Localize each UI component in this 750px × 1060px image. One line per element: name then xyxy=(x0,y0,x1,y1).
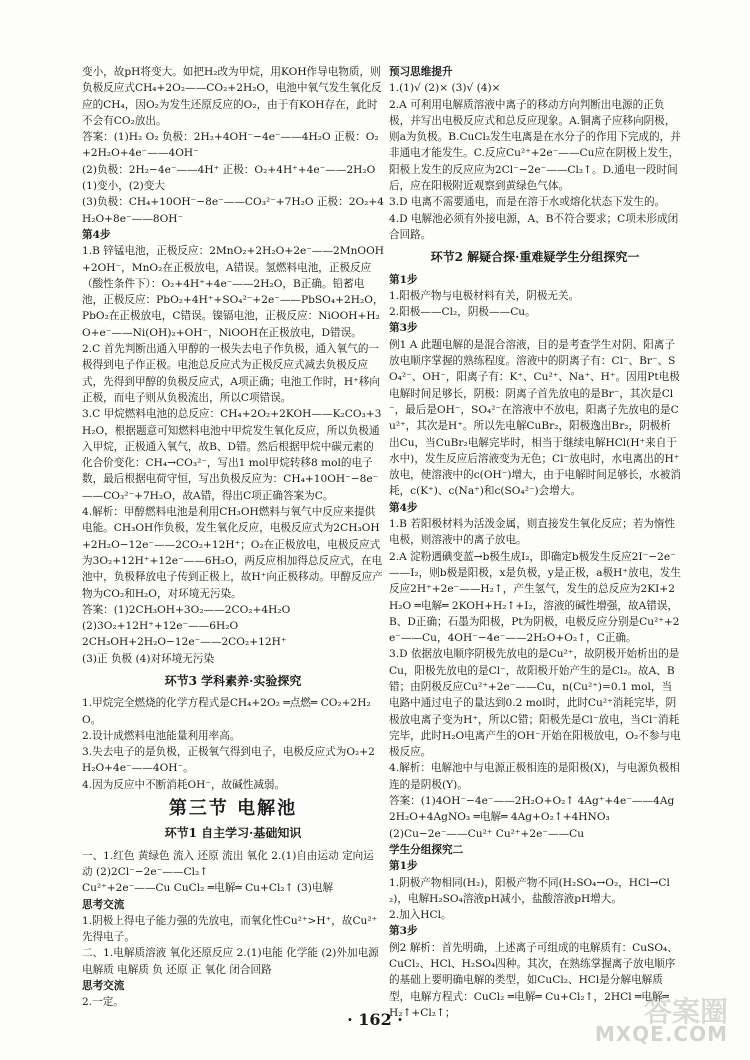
text-paragraph: 2.一定。 xyxy=(82,996,124,1009)
right-column xyxy=(389,64,681,1021)
text-paragraph: 例1 A 此题电解的是混合溶液，目的是考查学生对阴、阳离子放电顺序掌握的熟练程度。溶液中的阴离子有：Cl⁻、Br⁻、SO₄²⁻、OH⁻，阳离子有：K⁺、Cu²⁺、Na⁺、H⁺。因用Pt电极电解时间足够长，阴极：阴离子首先放电的是Br⁻，其次是Cl⁻，最后是OH⁻，SO₄²⁻在溶液中不放电，阳离子先放电的是Cu²⁺，其次是H⁺。所以先电解CuBr₂，阳极逸出Br₂，阴极析出Cu，当CuBr₂电解完毕时，相当于继续电解HCl(H⁺来自于水中)，发生反应后溶液变为无色；Cl⁻放电时，水电离出的H⁺放电，使溶液中的c(OH⁻)增大，由于电解时间足够长，水被消耗，c(K⁺)、c(Na⁺)和c(SO₄²⁻)会增大。 xyxy=(389,338,681,498)
text-paragraph: 答案：(1)2CH₃OH+3O₂——2CO₂+4H₂O xyxy=(82,603,291,616)
watermark-text: MXQE.COM xyxy=(594,1022,728,1046)
section-heading: 环节2 解疑合探·重难疑学生分组探究一 xyxy=(430,250,640,265)
text-paragraph: 预习思维提升 xyxy=(389,66,453,78)
text-paragraph: (2)Cu−2e⁻——Cu²⁺ Cu²⁺+2e⁻——Cu xyxy=(389,827,585,840)
text-paragraph: 3.D 电离不需要通电，而是在溶于水或熔化状态下发生的。 xyxy=(389,196,666,209)
text-paragraph: 第1步 xyxy=(389,860,418,873)
text-paragraph: 4.D 电解池必须有外接电源，A、B不符合要求；C项未形成闭合回路。 xyxy=(389,212,679,241)
text-paragraph: 1.(1)√ (2)× (3)√ (4)× xyxy=(389,82,501,95)
text-paragraph: 2.A 可利用电解质溶液中离子的移动方向判断出电源的正负极，并写出电极反应式和总反应现象。A.铜离子应移向阴极，则a为负极。B.CuCl₂发生电离是在水分子的作用下完成的，并非通电才能发生。C.反应Cu²⁺+2e⁻——Cu应在阴极上发生，阳极上发生的反应应为2Cl⁻−2e⁻——Cl₂↑。D.通电一段时间后，应在阳极附近观察到黄绿色气体。 xyxy=(389,98,681,193)
text-paragraph: (2)3O₂+12H⁺+12e⁻——6H₂O xyxy=(82,620,239,633)
text-paragraph: (2)负极：2H₂−4e⁻——4H⁺ 正极：O₂+4H⁺+4e⁻——2H₂O (1)变小，(2)变大 xyxy=(82,163,376,193)
text-paragraph: 2.阳极——Cl₂，阴极——Cu。 xyxy=(389,306,536,319)
text-paragraph: 第4步 xyxy=(389,501,418,514)
text-paragraph: 1.B 若阳极材料为活泼金属，则直接发生氧化反应；若为惰性电极，则溶液中的离子放电。 xyxy=(389,518,676,547)
text-paragraph: 4.解析：甲醇燃料电池是利用CH₃OH燃料与氧气中反应来提供电能。CH₃OH作负极，发生氧化反应，电极反应式为2CH₃OH+2H₂O−12e⁻——2CO₂+12H⁺；O₂在正极放电，电极反应式为3O₂+12H⁺+12e⁻——6H₂O，两反应相加得总反应式，在电池中，负极释放电子传到正极上，故H⁺向正极移动。甲醇反应产物为CO₂和H₂O，对环境无污染。 xyxy=(82,506,383,600)
text-paragraph: Cu²⁺+2e⁻——Cu CuCl₂ ═电解═ Cu+Cl₂↑ (3)电解 xyxy=(82,882,334,895)
text-paragraph: 例2 解析：首先明确，上述离子可组成的电解质有：CuSO₄、CuCl₂、HCl、H₂SO₄四种。其次，在熟练掌握离子放电顺序的基础上要明确电解的类型，如CuCl₂、HCl是分解电解质型，电解方程式：CuCl₂ ═电解═ Cu+Cl₂↑，2HCl ═电解═ H₂↑+Cl₂↑； xyxy=(389,941,678,1019)
text-paragraph: 1.阴极上得电子能力强的先放电，而氧化性Cu²⁺>H⁺，故Cu²⁺先得电子。 xyxy=(82,914,378,944)
text-paragraph: 2.设计成燃料电池能量利用率高。 xyxy=(82,729,241,742)
section-heading: 思考交流 xyxy=(82,980,125,993)
text-paragraph: 1.B 锌锰电池，正极反应：2MnO₂+2H₂O+2e⁻——2MnOOH+2OH⁻，MnO₂在正极放电，A错误。氢燃料电池，正极反应（酸性条件下）：O₂+4H⁺+4e⁻——2H₂O，B正确。铅蓄电池，正极反应：PbO₂+4H⁺+SO₄²⁻+2e⁻——PbSO₄+2H₂O，PbO₂在正极放电，C错误。镍镉电池，正极反应：NiOOH+H₂O+e⁻——Ni(OH)₂+OH⁻，NiOOH在正极放电，D错误。 xyxy=(82,245,385,339)
text-paragraph: 答案：(1)4OH⁻−4e⁻——2H₂O+O₂↑ 4Ag⁺+4e⁻——4Ag 2H₂O+4AgNO₃ ═电解═ 4Ag+O₂↑+4HNO₃ xyxy=(389,795,675,824)
page-number: · 162 · xyxy=(347,1010,403,1029)
text-paragraph: (3)负极：CH₄+10OH⁻−8e⁻——CO₃²⁻+7H₂O 正极：2O₂+4H₂O+8e⁻——8OH⁻ xyxy=(82,196,385,225)
section-heading: 思考交流 xyxy=(82,898,125,911)
text-paragraph: 2.A 淀粉遇碘变蓝→b极生成I₂，即确定b极发生反应2I⁻−2e⁻——I₂，则b极是阳极，x是负极，y是正极，a极H⁺放电，发生反应2H⁺+2e⁻——H₂↑，产生氢气，发生的总反应为2KI+2H₂O ═电解═ 2KOH+H₂↑+I₂，溶液的碱性增强，故A错误，B、D正确；石墨为阳极，Pt为阴极，电极反应分别是Cu²⁺+2e⁻——Cu，4OH⁻−4e⁻——2H₂O+O₂↑，C正确。 xyxy=(389,550,681,645)
text-paragraph: 第1步 xyxy=(389,273,418,286)
text-paragraph: 3.失去电子的是负极，正极氧气得到电子，电极反应式为O₂+2H₂O+4e⁻——4OH⁻。 xyxy=(82,746,375,775)
text-paragraph: 第4步 xyxy=(82,228,111,241)
text-paragraph: 第3步 xyxy=(389,322,418,335)
text-paragraph: 4.因为反应中不断消耗OH⁻，故碱性减弱。 xyxy=(82,778,286,791)
text-paragraph: 1.阳极产物与电极材料有关，阴极无关。 xyxy=(389,289,580,302)
text-paragraph: 3.C 甲烷燃料电池的总反应：CH₄+2O₂+2KOH——K₂CO₃+3H₂O，根据题意可知燃料电池中甲烷发生氧化反应，所以负极通入甲烷，正极通入氧气，故B、D错。然后根据甲烷中碳元素的化合价变化：CH₄→CO₃²⁻，写出1 mol甲烷转移8 mol的电子数，最后根据电荷守恒，写出负极反应为：CH₄+10OH⁻−8e⁻——CO₃²⁻+7H₂O，故A错，得出C项正确答案为C。 xyxy=(82,408,382,502)
section-heading: 第三节 电解池 xyxy=(168,798,298,820)
text-paragraph: 学生分组探究二 xyxy=(389,843,464,856)
text-paragraph: 二、1.电解质溶液 氧化还原反应 2.(1)电能 化学能 (2)外加电源 电解质 电解质 负 还原 正 氧化 闭合回路 xyxy=(82,947,379,976)
left-column xyxy=(82,64,384,1011)
section-heading: 环节1 自主学习·基础知识 xyxy=(164,826,302,841)
text-paragraph: 2.加入HCl。 xyxy=(389,909,452,922)
text-paragraph: 1.甲烷完全燃烧的化学方程式是CH₄+2O₂ ═点燃═ CO₂+2H₂O。 xyxy=(82,697,371,726)
text-paragraph: 3.D 依据放电顺序阴极先放电的是Cu²⁺，故阴极开始析出的是Cu，阳极先放电的是Cl⁻，故阳极开始产生的是Cl₂。故A、B错；由阴极反应Cu²⁺+2e⁻——Cu，n(Cu²⁺)=0.1 mol，当电路中通过电子的量达到0.2 mol时，此时Cu²⁺消耗完毕，阴极放电离子变为H⁺，所以C错；阳极先是Cl⁻放电，当Cl⁻消耗完毕，此时H₂O电离产生的OH⁻开始在阳极放电，O₂不参与电极反应。 xyxy=(389,648,681,759)
text-paragraph: 第3步 xyxy=(389,925,418,938)
text-paragraph: 2CH₃OH+2H₂O−12e⁻——2CO₂+12H⁺ xyxy=(82,636,287,649)
watermark-logo xyxy=(587,988,732,1050)
text-paragraph: 一、1.红色 黄绿色 流入 还原 流出 氧化 2.(1)自由运动 定向运动 (2)2Cl⁻−2e⁻——Cl₂↑ xyxy=(82,849,374,878)
text-paragraph: 1.阴极产物相同(H₂)，阳极产物不同(H₂SO₄→O₂，HCl→Cl₂)，电解H₂SO₄溶液pH减小，盐酸溶液pH增大。 xyxy=(389,876,670,905)
text-paragraph: (3)正 负极 (4)对环境无污染 xyxy=(82,652,215,665)
text-paragraph: 答案：(1)H₂ O₂ 负极：2H₂+4OH⁻−4e⁻——4H₂O 正极：O₂+2H₂O+4e⁻——4OH⁻ xyxy=(82,131,379,160)
text-paragraph: 2.C 首先判断出通入甲醇的一极失去电子作负极，通入氧气的一极得到电子作正极。电池总反应式为正极反应式减去负极反应式，先得到甲醇的负极反应式，A项正确；电池工作时，H⁺移向正极，而电子则从负极流出，所以C项错误。 xyxy=(82,343,380,404)
watermark-badge: 答案圈 xyxy=(643,995,728,1028)
text-paragraph: 4.解析：电解池中与电源正极相连的是阳极(X)，与电源负极相连的是阴极(Y)。 xyxy=(389,762,680,791)
section-heading: 环节3 学科素养·实验探究 xyxy=(164,673,302,688)
text-paragraph: 变小，故pH将变大。如把H₂改为甲烷，用KOH作导电物质，则负极反应式CH₄+2O₂——CO₂+2H₂O，电池中氧气发生氧化反应的CH₄，因O₂为发生还原反应的O₂，由于有KOH存在，此时不会有CO₂放出。 xyxy=(82,66,382,127)
